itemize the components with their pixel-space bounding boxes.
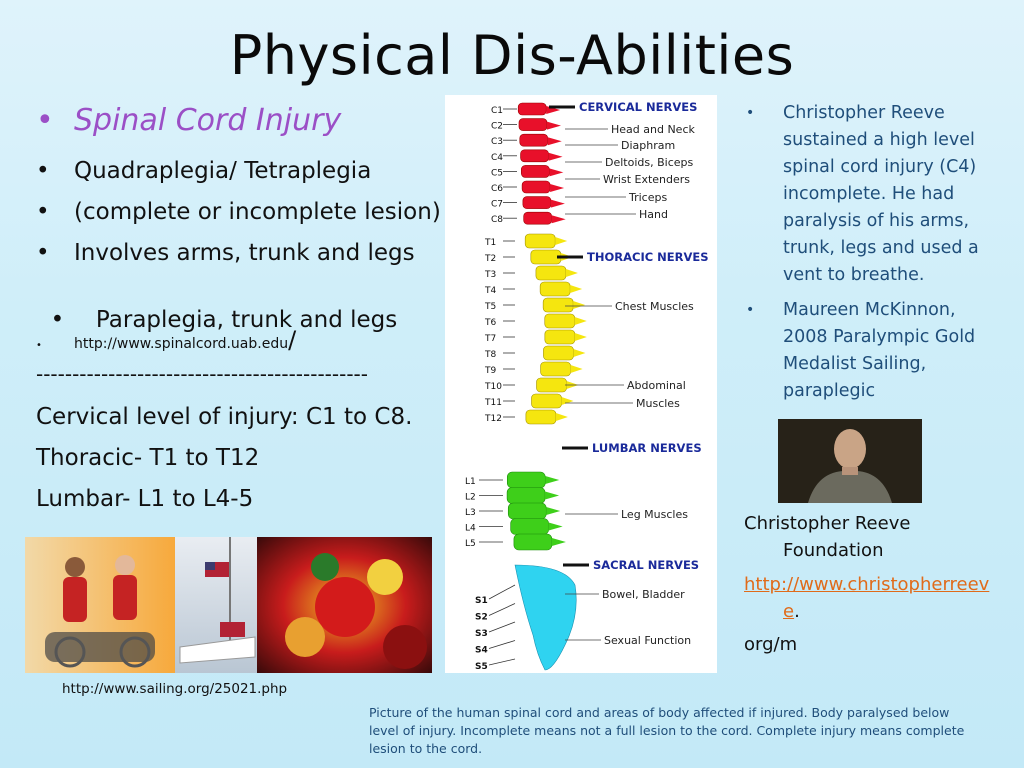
function-label: Chest Muscles (615, 300, 694, 313)
bullet-text: Quadraplegia/ Tetraplegia (74, 158, 372, 184)
thoracic-vertebra (541, 362, 571, 376)
foundation-line2: Foundation (783, 540, 884, 561)
foundation-line1: Christopher Reeve (744, 513, 911, 534)
foundation-link-cont[interactable]: e (783, 601, 795, 622)
bullet-marker: • (36, 199, 50, 225)
link-suffix: / (288, 326, 297, 354)
heading-text: Spinal Cord Injury (74, 103, 342, 138)
vertebra-label: L1 (465, 477, 476, 487)
cervical-process (548, 137, 562, 145)
divider-line: ---------------------------------------------- (36, 362, 368, 386)
slide-title: Physical Dis-Abilities (229, 24, 795, 87)
thoracic-vertebra (543, 346, 573, 360)
cervical-vertebra (524, 212, 552, 224)
cervical-vertebra (521, 165, 549, 177)
thoracic-vertebra (545, 314, 575, 328)
bullet-item (36, 158, 371, 184)
vertebra-label: C8 (491, 215, 504, 226)
vertebra-label: T2 (485, 254, 497, 264)
vertebra-label: S4 (475, 645, 488, 656)
bullet-marker: • (746, 302, 755, 318)
lumbar-process (545, 476, 559, 484)
vertebra-label: S2 (475, 612, 488, 623)
thoracic-vertebra (525, 234, 555, 248)
vertebra-label: T3 (485, 270, 497, 280)
lumbar-vertebra (507, 488, 545, 504)
foundation-link[interactable]: http://www.christopherreev (744, 574, 990, 595)
label-leader (489, 659, 515, 665)
vertebra-label: C7 (491, 199, 504, 210)
vertebra-label: L3 (465, 508, 476, 518)
bullet-marker: • (36, 158, 50, 184)
function-label: Deltoids, Biceps (605, 156, 694, 169)
cervical-vertebra (523, 197, 551, 209)
lumbar-vertebra (507, 472, 545, 488)
thoracic-process (575, 333, 587, 341)
level-lumbar: Lumbar- L1 to L4-5 (36, 486, 254, 512)
bullet-item (36, 240, 415, 266)
thoracic-process (573, 349, 585, 357)
thoracic-vertebra (531, 250, 561, 264)
nerve-group-heading: THORACIC NERVES (587, 250, 709, 264)
thoracic-vertebra (545, 330, 575, 344)
bullet-text: Paraplegia, trunk and legs (88, 307, 398, 333)
level-cervical: Cervical level of injury: C1 to C8. (36, 404, 413, 430)
sacrum (515, 565, 576, 670)
function-label: Sexual Function (604, 634, 692, 647)
cervical-vertebra (518, 103, 546, 115)
lumbar-process (549, 523, 563, 531)
function-label: Abdominal (627, 379, 686, 392)
foundation-link-line2 (783, 598, 800, 625)
vertebra-label: C2 (491, 121, 504, 132)
nerve-group-heading: SACRAL NERVES (593, 558, 700, 572)
vertebra-label: T1 (485, 238, 497, 248)
thoracic-vertebra (540, 282, 570, 296)
lumbar-vertebra (514, 534, 552, 550)
bullet-marker: • (36, 240, 50, 266)
function-label: Muscles (636, 397, 680, 410)
thoracic-process (555, 237, 567, 245)
cervical-process (550, 184, 564, 192)
thoracic-process (571, 365, 583, 373)
vertebra-label: T9 (485, 366, 497, 376)
vertebra-label: T6 (485, 318, 497, 328)
bullet-marker: • (746, 105, 755, 121)
vertebra-label: S3 (475, 629, 488, 639)
cervical-process (547, 122, 561, 130)
thoracic-process (570, 285, 582, 293)
foundation-tail: org/m (744, 634, 798, 655)
mckinnon-text: Maureen McKinnon, 2008 Paralympic Gold Medalist Sailing, paraplegic (783, 300, 976, 401)
function-label: Head and Neck (611, 123, 695, 136)
thoracic-process (562, 397, 574, 405)
vertebra-label: L2 (465, 492, 476, 503)
reeve-bullet (746, 100, 996, 289)
function-label: Triceps (629, 191, 668, 204)
lumbar-process (545, 492, 559, 500)
cervical-vertebra (522, 181, 550, 193)
thoracic-process (575, 317, 587, 325)
thoracic-process (566, 269, 578, 277)
nerve-group-heading: CERVICAL NERVES (579, 100, 698, 114)
label-leader (489, 622, 515, 632)
vertebra-label: C4 (491, 152, 504, 163)
bullet-marker: • (36, 340, 42, 351)
label-leader (489, 604, 515, 616)
reeve-photo-svg (778, 419, 922, 503)
bullet-text: Involves arms, trunk and legs (74, 240, 415, 266)
lumbar-vertebra (511, 519, 549, 535)
vertebra-label: T5 (485, 302, 497, 312)
vertebra-label: T7 (485, 334, 497, 344)
paralympic-photo-strip (25, 537, 432, 673)
nerve-group-heading: LUMBAR NERVES (592, 441, 702, 455)
bullet-spinal-cord-injury (36, 103, 341, 138)
bullet-text: (complete or incomplete lesion) (74, 199, 441, 225)
vertebra-label: S5 (475, 662, 488, 672)
thoracic-vertebra (526, 410, 556, 424)
bullet-marker: • (50, 307, 65, 333)
thoracic-vertebra (543, 298, 573, 312)
foundation-link-dot: . (794, 601, 800, 622)
thoracic-process (573, 301, 585, 309)
function-label: Leg Muscles (621, 508, 688, 521)
spine-diagram (445, 95, 717, 673)
vertebra-label: T10 (485, 382, 502, 392)
thoracic-vertebra (536, 266, 566, 280)
cervical-process (552, 215, 566, 223)
vertebra-label: C5 (491, 168, 504, 179)
lumbar-process (546, 507, 560, 515)
bullet-link-item (36, 326, 296, 354)
christopher-reeve-photo (778, 419, 922, 503)
cervical-vertebra (520, 134, 548, 146)
vertebra-label: C1 (491, 106, 504, 116)
label-leader (489, 585, 515, 599)
level-thoracic: Thoracic- T1 to T12 (36, 445, 260, 471)
sailing-link[interactable]: http://www.sailing.org/25021.php (62, 681, 288, 697)
cervical-process (549, 168, 563, 176)
mckinnon-bullet (746, 297, 996, 405)
vertebra-label: L4 (465, 523, 476, 534)
label-leader (489, 641, 515, 649)
vertebra-label: T12 (485, 414, 502, 424)
cervical-vertebra (521, 150, 549, 162)
spinalcord-link[interactable]: http://www.spinalcord.uab.edu (74, 336, 289, 352)
reeve-text: Christopher Reeve sustained a high level spinal cord injury (C4) incomplete. He had paralysis of his arms, trunk, legs and used a vent to breathe. (783, 103, 979, 285)
function-label: Bowel, Bladder (602, 588, 685, 601)
lumbar-process (552, 538, 566, 546)
cervical-vertebra (519, 119, 547, 131)
lumbar-vertebra (508, 503, 546, 519)
cervical-process (551, 200, 565, 208)
spine-svg (445, 95, 717, 673)
spine-caption: Picture of the human spinal cord and areas of body affected if injured. Body paralysed below level of injury. Incomplete means not a full lesion to the cord. Complete injury means complete lesion to the cord. (369, 705, 965, 756)
vertebra-label: T4 (485, 286, 497, 296)
vertebra-label: C6 (491, 184, 504, 194)
bullet-item (36, 199, 441, 225)
paralympic-photos (25, 537, 432, 673)
function-label: Diaphram (621, 139, 676, 152)
cervical-process (549, 153, 563, 161)
function-label: Wrist Extenders (603, 173, 691, 186)
thoracic-vertebra (532, 394, 562, 408)
vertebra-label: L5 (465, 539, 476, 549)
vertebra-label: C3 (491, 137, 504, 148)
thoracic-process (556, 413, 568, 421)
vertebra-label: T11 (485, 398, 502, 408)
bullet-marker: • (36, 103, 54, 138)
foundation-link-line1 (744, 571, 989, 598)
function-label: Hand (639, 208, 668, 221)
vertebra-label: S1 (475, 596, 488, 606)
thoracic-vertebra (537, 378, 567, 392)
vertebra-label: T8 (485, 350, 497, 360)
